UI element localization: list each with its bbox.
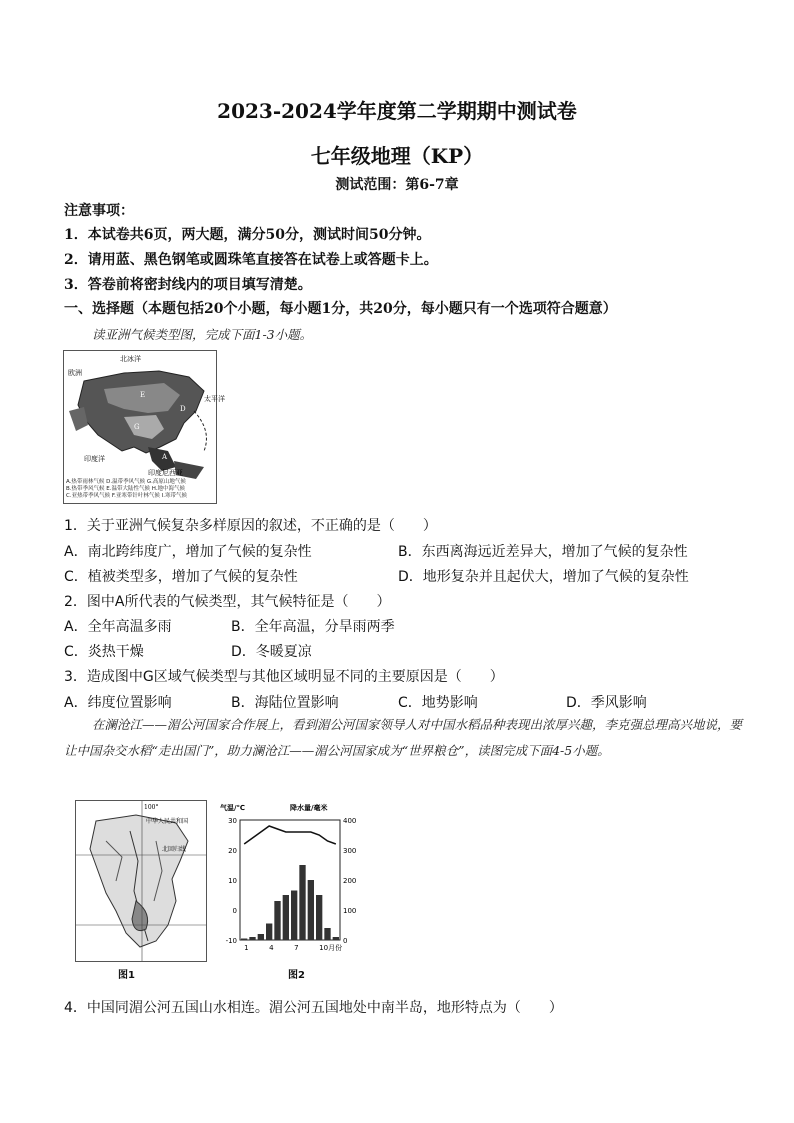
precip-bar [258, 934, 264, 940]
plot-frame [240, 820, 340, 940]
precip-bar [299, 865, 305, 940]
q2-option-c[interactable]: C．炎热干燥 [64, 644, 144, 660]
section-heading: 一、选择题（本题包括20个小题，每小题1分，共20分，每小题只有一个选项符合题意） [64, 301, 617, 317]
map-legend [66, 479, 216, 500]
exam-title: 2023-2024学年度第二学期期中测试卷 [217, 99, 577, 123]
asia-climate-map [63, 350, 225, 504]
q1-option-d[interactable]: D．地形复杂并且起伏大，增加了气候的复杂性 [398, 569, 689, 585]
legend-a: A.热带雨林气候 [66, 479, 105, 485]
right-tick-label: 200 [343, 877, 357, 885]
precip-bar [266, 924, 272, 941]
precip-bar [291, 891, 297, 941]
q3-option-a[interactable]: A．纬度位置影响 [64, 695, 172, 711]
x-tick-label: 7 [294, 944, 299, 952]
precip-bar [241, 939, 247, 941]
mekong-map [75, 800, 207, 962]
label-europe: 欧洲 [68, 369, 82, 377]
left-tick-label: 10 [228, 877, 237, 885]
x-tick-label: 10月份 [319, 944, 343, 952]
fig1-caption: 图1 [118, 970, 135, 981]
precip-bar [324, 928, 330, 940]
exam-subtitle: 七年级地理（KP） [310, 144, 484, 168]
letter-e: E [140, 391, 146, 399]
label-indian-ocean: 印度洋 [84, 455, 105, 463]
q1-option-c[interactable]: C．植被类型多，增加了气候的复杂性 [64, 569, 298, 585]
x-tick-label: 4 [269, 944, 274, 952]
right-tick-label: 100 [343, 907, 357, 915]
legend-e: E.温带大陆性气候 [106, 486, 151, 492]
q2-stem: 2．图中A所代表的气候类型，其气候特征是（ ） [64, 594, 391, 610]
letter-a: A [162, 453, 168, 461]
right-tick-label: 400 [343, 817, 357, 825]
q1-option-a[interactable]: A．南北跨纬度广，增加了气候的复杂性 [64, 544, 312, 560]
legend-d: D.温带季风气候 [106, 479, 146, 485]
q1-stem: 1．关于亚洲气候复杂多样原因的叙述，不正确的是（ ） [64, 518, 437, 534]
precip-bar [316, 895, 322, 940]
label-china: 中华人民共和国 [146, 818, 189, 825]
label-100e: 100° [144, 804, 159, 811]
left-tick-label: 20 [228, 847, 237, 855]
precip-bar [333, 937, 339, 940]
right-tick-label: 300 [343, 847, 357, 855]
letter-d: D [180, 405, 186, 413]
legend-h: H.地中海气候 [151, 486, 186, 492]
label-arctic: 北冰洋 [120, 355, 141, 363]
note-item-2: 2．请用蓝、黑色钢笔或圆珠笔直接答在试卷上或答题卡上。 [64, 252, 438, 268]
climate-chart-svg [218, 800, 368, 960]
q2-option-b[interactable]: B．全年高温，分旱雨两季 [231, 619, 395, 635]
note-item-3: 3．答卷前将密封线内的项目填写清楚。 [64, 277, 312, 293]
q3-option-d[interactable]: D．季风影响 [566, 695, 647, 711]
q3-option-c[interactable]: C．地势影响 [398, 695, 478, 711]
precip-bar [274, 901, 280, 940]
left-tick-label: 30 [228, 817, 237, 825]
fig2-caption: 图2 [288, 970, 305, 981]
q2-option-d[interactable]: D．冬暖夏凉 [231, 644, 312, 660]
label-tropic: 北回归线 [162, 846, 187, 853]
mekong-map-svg [76, 801, 206, 961]
q3-stem: 3．造成图中G区域气候类型与其他区域明显不同的主要原因是（ ） [64, 669, 504, 685]
precip-bar [308, 880, 314, 940]
label-pacific: 太平洋 [204, 395, 225, 403]
left-tick-label: 0 [232, 907, 237, 915]
climate-chart [218, 800, 368, 960]
legend-b: B.热带季风气候 [66, 486, 105, 492]
legend-c: C.亚热带季风气候 [66, 493, 111, 499]
precip-bar [249, 937, 255, 940]
legend-f: F.亚寒带针叶林气候 [111, 493, 160, 499]
right-tick-label: 0 [343, 937, 348, 945]
precip-axis-label: 降水量/毫米 [290, 804, 328, 812]
q2-option-a[interactable]: A．全年高温多雨 [64, 619, 172, 635]
q4-stem: 4．中国同湄公河五国山水相连。湄公河五国地处中南半岛，地形特点为（ ） [64, 1000, 563, 1016]
legend-g: G.高原山地气候 [146, 479, 186, 485]
letter-g: G [134, 423, 140, 431]
label-indonesia: 印度尼西亚 [148, 469, 183, 477]
notes-heading: 注意事项： [64, 203, 134, 219]
x-tick-label: 1 [244, 944, 249, 952]
q1-option-b[interactable]: B．东西离海远近差异大，增加了气候的复杂性 [398, 544, 688, 560]
left-tick-label: -10 [225, 937, 237, 945]
intro-1-3: 读亚洲气候类型图，完成下面1-3小题。 [92, 327, 313, 342]
intro-4-5: 在澜沧江——湄公河国家合作展上，看到湄公河国家领导人对中国水稻品种表现出浓厚兴趣，李克强总理高兴地说，要让中国杂交水稻“走出国门”，助力澜沧江——湄公河国家成为“世界粮仓”，读图完成下面4-5小题。 [64, 717, 743, 758]
temp-axis-label: 气温/℃ [220, 804, 246, 812]
note-item-1: 1．本试卷共6页，两大题，满分50分，测试时间50分钟。 [64, 227, 431, 243]
legend-i: I.寒带气候 [161, 493, 187, 499]
precip-bar [283, 895, 289, 940]
q3-option-b[interactable]: B．海陆位置影响 [231, 695, 339, 711]
exam-scope: 测试范围：第6-7章 [335, 177, 459, 193]
